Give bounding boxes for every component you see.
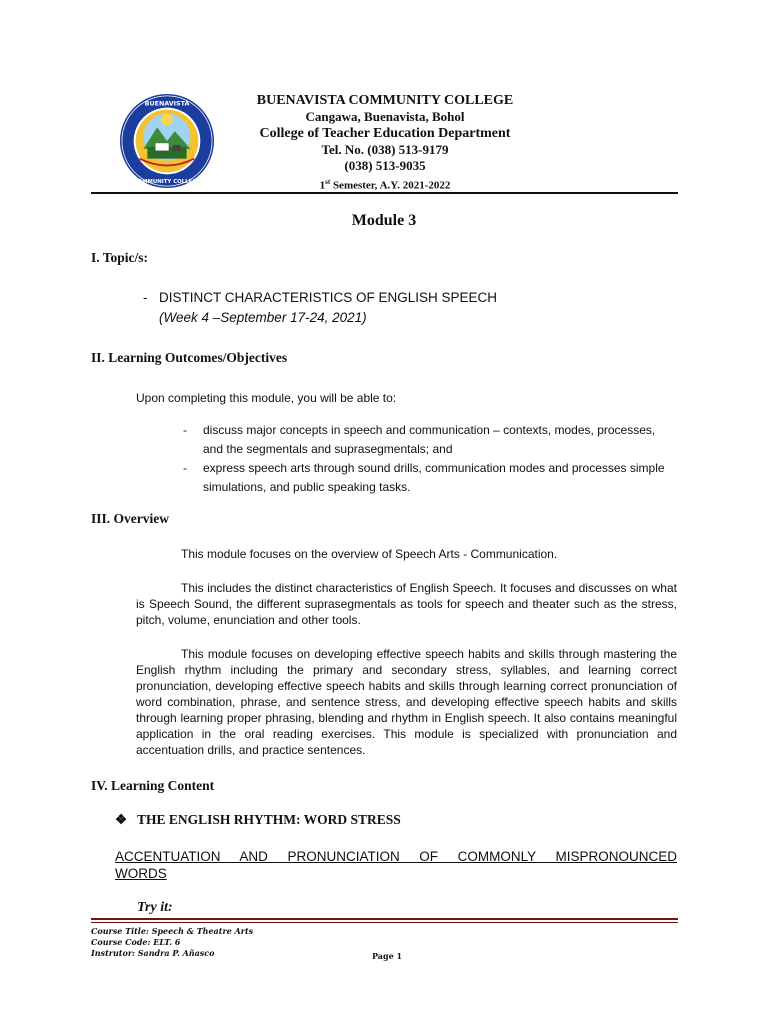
learning-content-heading: IV. Learning Content [91, 778, 215, 793]
outcomes-heading: II. Learning Outcomes/Objectives [91, 350, 288, 365]
course-title: Course Title: Speech & Theatre Arts [91, 926, 254, 936]
outcome-item [183, 421, 677, 459]
svg-text:COMMUNITY COLLEGE: COMMUNITY COLLEGE [133, 179, 201, 186]
college-name: BUENAVISTA COMMUNITY COLLEGE [256, 93, 514, 108]
module-title: Module 3 [351, 212, 417, 229]
header-divider [91, 192, 678, 194]
footer-divider-thin [91, 922, 678, 923]
instructor: Instrutor: Sandra P. Añasco [91, 948, 215, 958]
outcome-item [183, 459, 677, 497]
outcomes-intro: Upon completing this module, you will be able to: [136, 391, 397, 405]
college-header [220, 92, 550, 194]
semester-number: 1 [319, 179, 326, 192]
bullet-dash: - [183, 461, 187, 475]
diamond-bullet-icon: ❖ [115, 812, 128, 827]
page-number: Page 1 [372, 951, 403, 961]
college-seal-logo [118, 92, 216, 190]
overview-paragraph-1: This module focuses on the overview of Speech Arts - Communication. [181, 547, 558, 561]
outcome-text: express speech arts through sound drills, communication modes and processes simple simulations, and public speaking tasks. [203, 461, 665, 494]
topic-heading: I. Topic/s: [91, 250, 149, 265]
department-name: College of Teacher Education Department [259, 126, 511, 141]
try-it-label: Try it: [137, 900, 173, 915]
college-address: Cangawa, Buenavista, Bohol [305, 109, 465, 124]
bullet-dash: - [183, 423, 187, 437]
rhythm-title-text: THE ENGLISH RHYTHM: WORD STRESS [137, 812, 401, 827]
overview-paragraph-2: This includes the distinct characteristics of English Speech. It focuses and discusses on what is Speech Sound, the different suprasegmentals as tools for speech and theater such as the stress, pitch, volume, enunciation and other tools. [136, 581, 677, 627]
accentuation-title-line-1: ACCENTUATION AND PRONUNCIATION OF COMMONLY MISPRONOUNCED [115, 849, 677, 864]
accentuation-title-line-2: WORDS [115, 866, 167, 881]
outcome-text: discuss major concepts in speech and communication – contexts, modes, processes, and the segmentals and suprasegmentals; and [203, 423, 656, 456]
footer-info [91, 926, 253, 959]
topic-item [143, 290, 497, 305]
overview-paragraph-3: This module focuses on developing effective speech habits and skills through mastering the English rhythm including the primary and secondary stress, syllables, and learning correct pronunciation, developing effective speech habits and skills through learning correct pronunciation of word combination, phrase, and sentence stress, and developing effective speech habits and skills through learning proper phrasing, blending and rhythm in English speech. It also contains meaningful application in the oral reading exercises. This module is specialized with pronunciation and accentuation drills, and practice sentences. [136, 647, 677, 757]
course-code: Course Code: ELT. 6 [91, 937, 181, 947]
svg-text:BUENAVISTA: BUENAVISTA [144, 99, 190, 108]
footer-divider [91, 918, 678, 920]
topic-dash: - [143, 290, 148, 305]
telephone-1: Tel. No. (038) 513-9179 [321, 142, 449, 157]
semester-line [220, 174, 550, 194]
telephone-2: (038) 513-9035 [344, 158, 426, 173]
rhythm-title [115, 812, 401, 828]
topic-title: DISTINCT CHARACTERISTICS OF ENGLISH SPEECH [159, 290, 498, 305]
overview-heading: III. Overview [91, 511, 169, 526]
semester-suffix: st [325, 178, 331, 186]
semester-text: Semester, A.Y. 2021-2022 [330, 179, 451, 192]
topic-week: (Week 4 –September 17-24, 2021) [159, 310, 367, 325]
